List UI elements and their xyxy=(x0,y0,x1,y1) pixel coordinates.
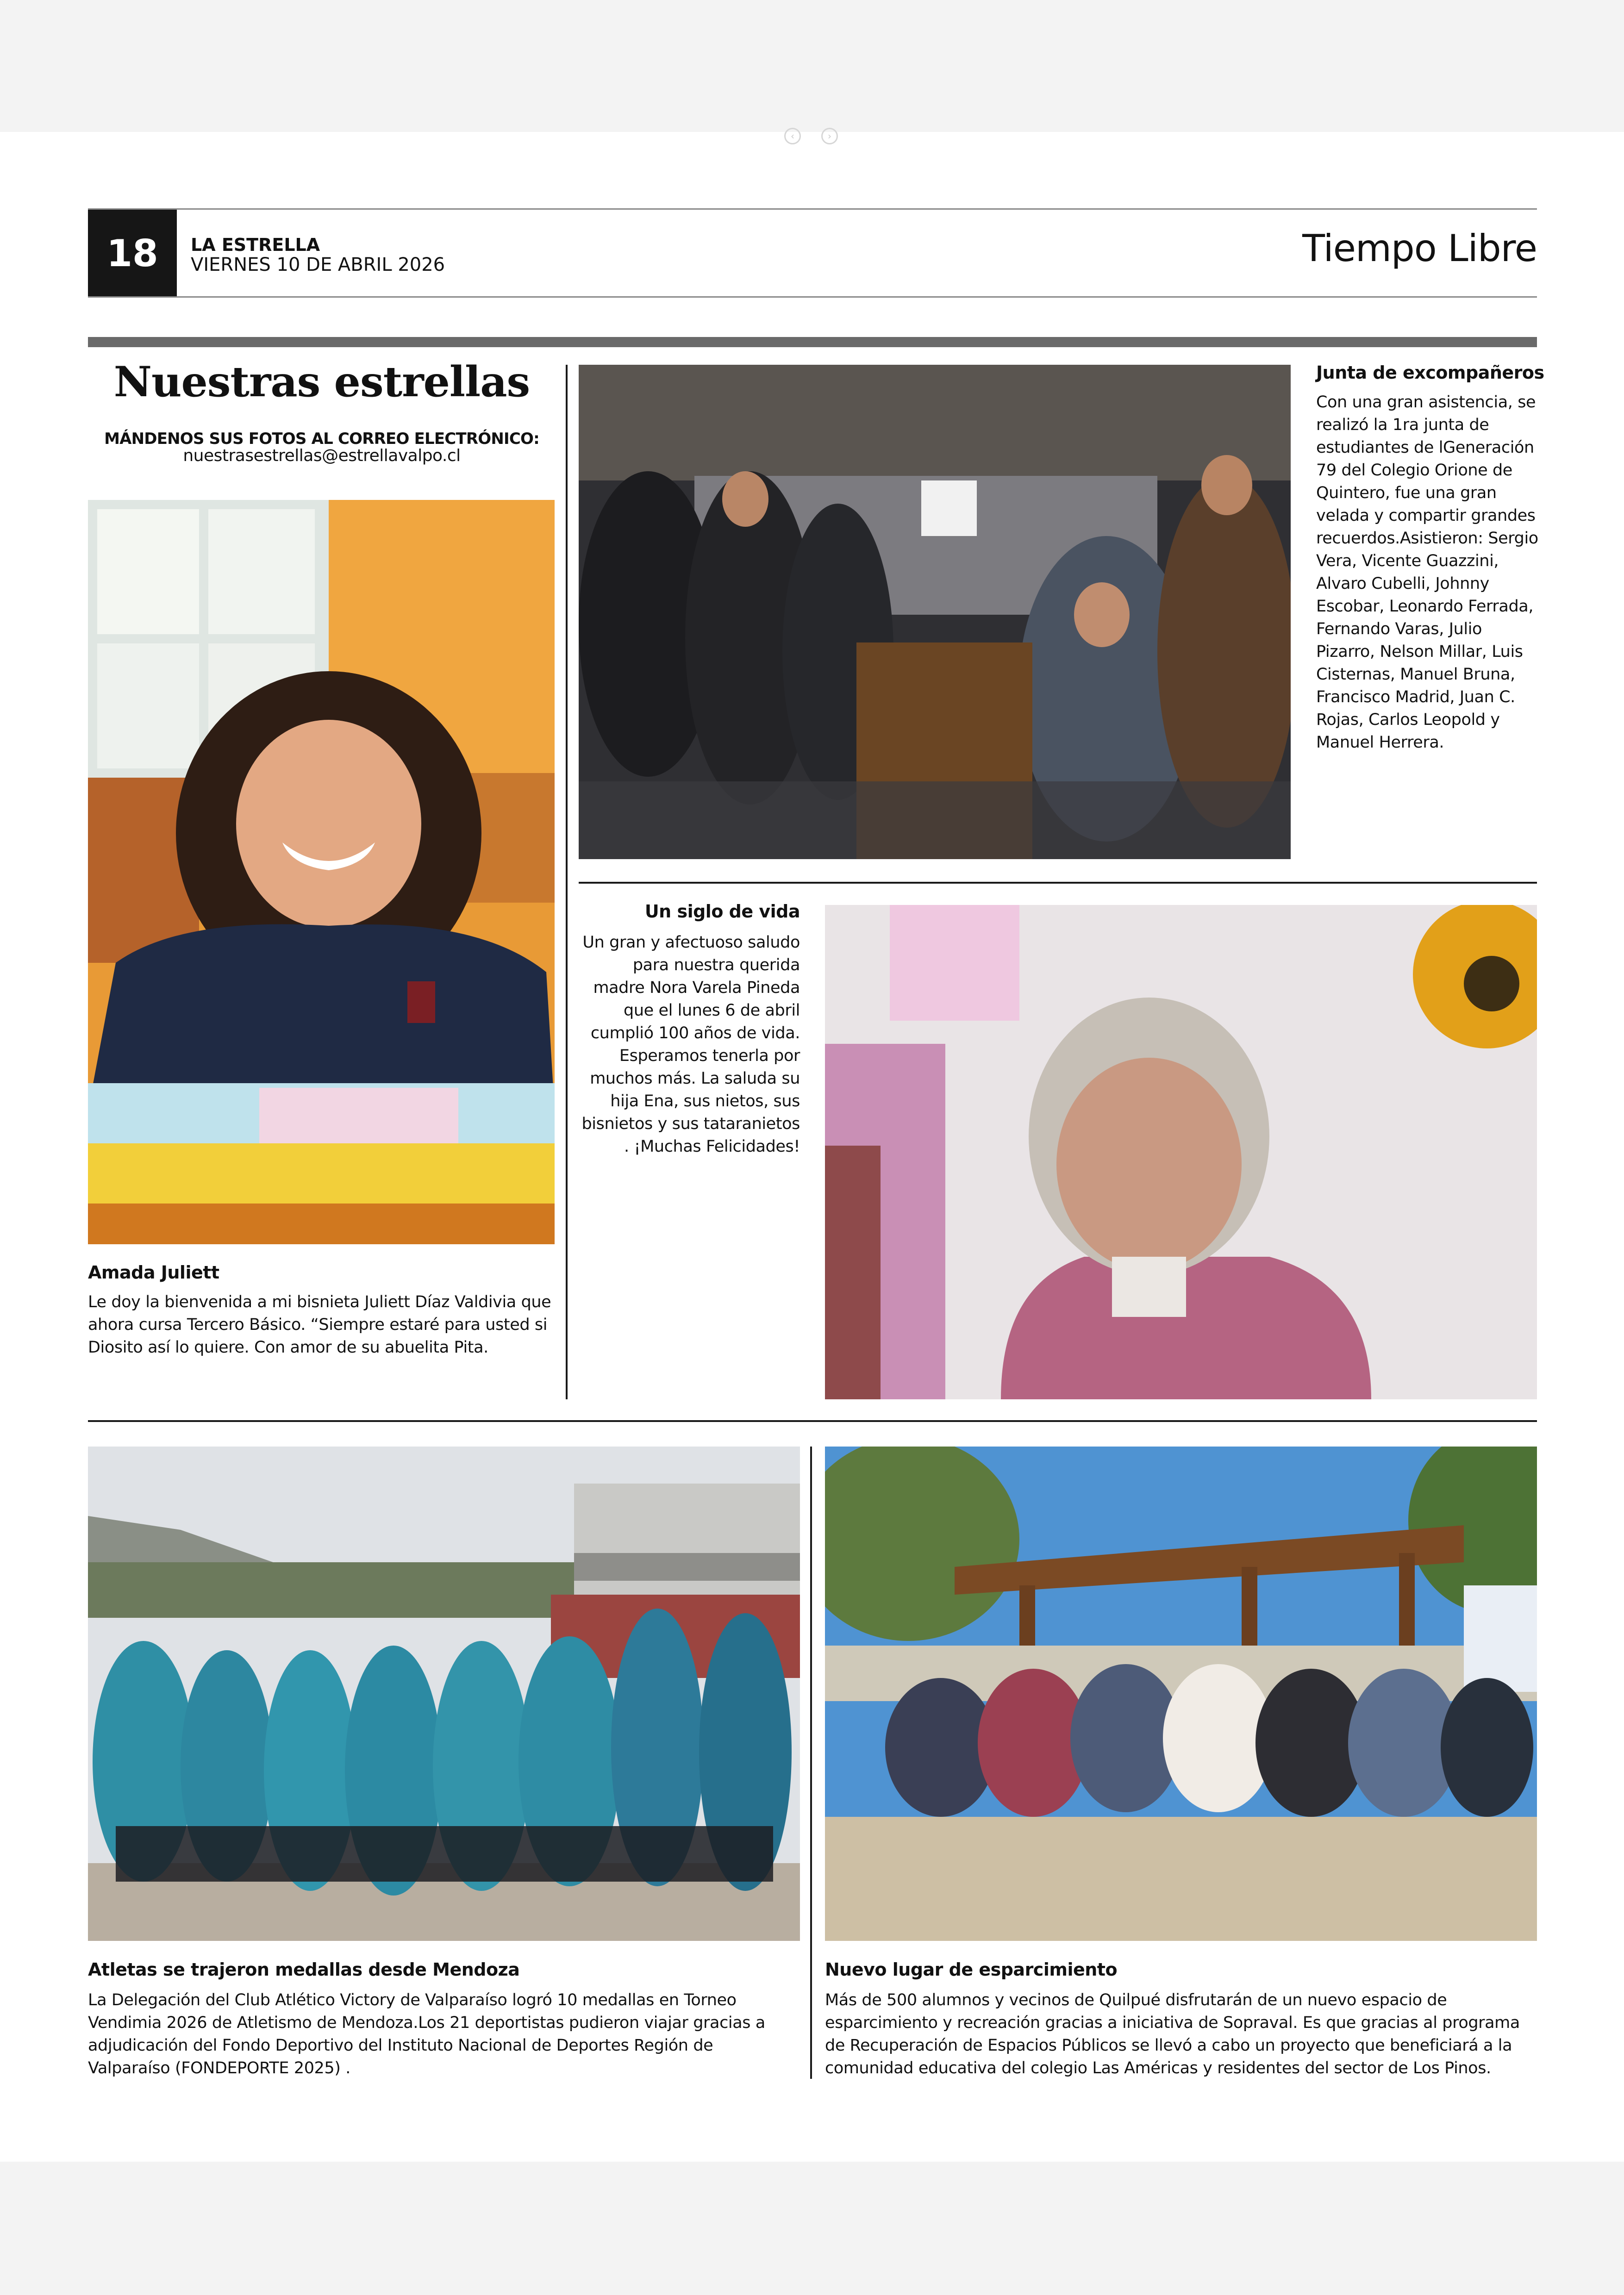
esparcimiento-photo xyxy=(825,1447,1537,1941)
next-page-button[interactable] xyxy=(821,128,838,144)
section-divider-bar xyxy=(88,337,1537,347)
junta-title: Junta de excompañeros xyxy=(1316,362,1544,383)
esparcimiento-title: Nuevo lugar de esparcimiento xyxy=(825,1959,1118,1980)
column-rule-bottom xyxy=(810,1447,812,2079)
column-rule-left xyxy=(566,365,568,1399)
siglo-body: Un gran y afectuoso saludo para nuestra querida madre Nora Varela Pineda que el lunes 6 de abril cumplió 100 años de vida. Esperamos tenerla por muchos más. La saluda su hija Ena, sus nietos, sus bisnietos y sus tataranietos . ¡Muchas Felicidades! xyxy=(581,933,800,1156)
nora-photo xyxy=(825,905,1537,1399)
row-rule-bottom xyxy=(88,1420,1537,1422)
esparcimiento-body: Más de 500 alumnos y vecinos de Quilpué disfrutarán de un nuevo espacio de esparcimiento y recreación gracias a iniciativa de Sopraval. Es que gracias al programa de Recuperación de Espacios Públicos se llevó a cabo un proyecto que beneficiará a la comunidad educativa del colegio Las Américas y residentes del sector de Los Pinos. xyxy=(825,1991,1520,2077)
prev-page-button[interactable] xyxy=(784,128,801,144)
issue-date: VIERNES 10 DE ABRIL 2026 xyxy=(191,254,445,275)
nuestras-estrellas-title: Nuestras estrellas xyxy=(113,357,530,406)
junta-body: Con una gran asistencia, se realizó la 1ra junta de estudiantes de lGeneración 79 del Colegio Orione de Quintero, fue una gran velada y compartir grandes recuerdos.Asistieron: Sergio Vera, Vicente Guazzini, Alvaro Cubelli, Johnny Escobar, Leonardo Ferrada, Fernando Varas, Julio Pizarro, Nelson Millar, Luis Cisternas, Manuel Bruna, Francisco Madrid, Juan C. Rojas, Carlos Leopold y Manuel Herrera. xyxy=(1316,393,1538,752)
siglo-title: Un siglo de vida xyxy=(644,901,800,922)
juliett-photo xyxy=(88,500,555,1244)
row-rule-middle xyxy=(579,882,1537,884)
amada-body: Le doy la bienvenida a mi bisnieta Juliett Díaz Valdivia que ahora cursa Tercero Básico. “Siempre estaré para usted si Diosito así lo quiere. Con amor de su abuelita Pita. xyxy=(88,1293,551,1357)
atletas-title: Atletas se trajeron medallas desde Mendoza xyxy=(88,1959,520,1980)
reunion-photo xyxy=(579,365,1291,859)
header-bottom-rule xyxy=(88,296,1537,298)
section-title: Tiempo Libre xyxy=(1302,227,1537,270)
header-top-rule xyxy=(88,208,1537,210)
athletes-photo xyxy=(88,1447,800,1941)
submit-instruction: MÁNDENOS SUS FOTOS AL CORREO ELECTRÓNICO: xyxy=(104,430,539,448)
paper-name: LA ESTRELLA xyxy=(191,235,320,255)
amada-title: Amada Juliett xyxy=(88,1262,219,1283)
submit-email-link[interactable]: nuestrasestrellas@estrellavalpo.cl xyxy=(183,446,461,465)
chevron-left-icon: ‹ xyxy=(791,131,794,142)
atletas-body: La Delegación del Club Atlético Victory de Valparaíso logró 10 medallas en Torneo Vendimia 2026 de Atletismo de Mendoza.Los 21 deportistas pudieron viajar gracias a adjudicación del Fondo Deportivo del Instituto Nacional de Deportes Región de Valparaíso (FONDEPORTE 2025) . xyxy=(88,1991,765,2077)
chevron-right-icon: › xyxy=(828,131,831,142)
page-number: 18 xyxy=(88,210,177,297)
